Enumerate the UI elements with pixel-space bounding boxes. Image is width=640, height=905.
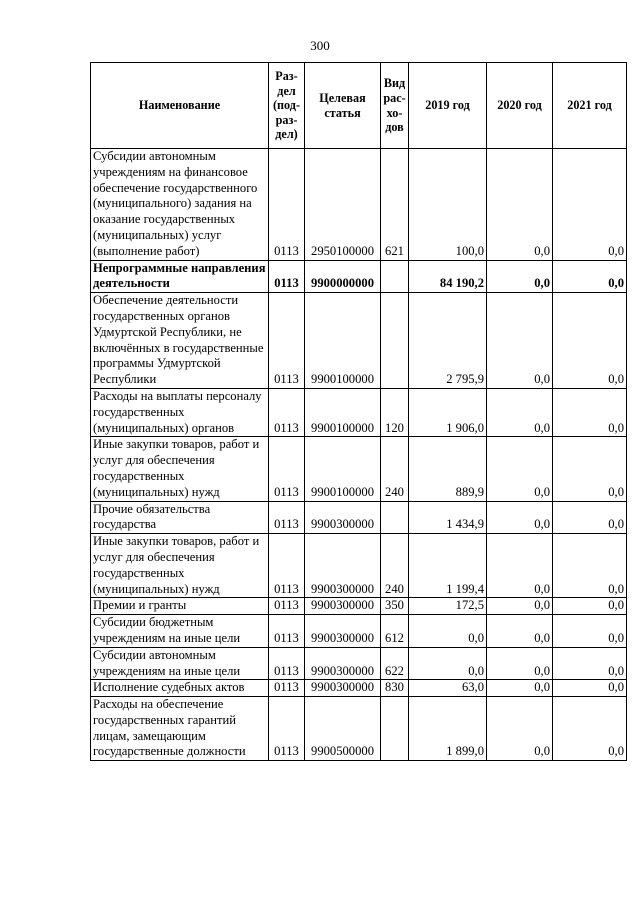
table-row xyxy=(91,260,627,293)
row-value-2021: 0,0 xyxy=(553,388,627,436)
row-value-2021: 0,0 xyxy=(553,697,627,761)
row-razdel: 0113 xyxy=(269,647,305,680)
budget-table xyxy=(90,62,627,761)
row-name: Непрограммные направления деятельности xyxy=(91,260,269,293)
row-name: Премии и гранты xyxy=(91,598,269,615)
row-value-2020: 0,0 xyxy=(487,534,553,598)
row-razdel: 0113 xyxy=(269,598,305,615)
row-value-2019: 1 199,4 xyxy=(409,534,487,598)
row-value-2021: 0,0 xyxy=(553,293,627,389)
row-vid xyxy=(381,293,409,389)
row-name: Прочие обязательства государства xyxy=(91,501,269,534)
row-value-2020: 0,0 xyxy=(487,149,553,261)
table-header-row xyxy=(91,63,627,149)
row-celevaya: 9900100000 xyxy=(305,437,381,501)
row-razdel: 0113 xyxy=(269,260,305,293)
table-row xyxy=(91,534,627,598)
row-vid: 240 xyxy=(381,534,409,598)
header-celevaya: Целевая статья xyxy=(305,63,381,149)
row-celevaya: 9900300000 xyxy=(305,680,381,697)
row-vid: 350 xyxy=(381,598,409,615)
row-name: Субсидии автономным учреждениям на иные цели xyxy=(91,647,269,680)
header-name: Наименование xyxy=(91,63,269,149)
row-value-2019: 0,0 xyxy=(409,647,487,680)
row-value-2021: 0,0 xyxy=(553,647,627,680)
row-razdel: 0113 xyxy=(269,534,305,598)
row-vid xyxy=(381,501,409,534)
row-razdel: 0113 xyxy=(269,437,305,501)
row-name: Субсидии автономным учреждениям на финансовое обеспечение государственного (муниципального) задания на оказание государственных (муниципальных) услуг (выполнение работ) xyxy=(91,149,269,261)
table-row xyxy=(91,598,627,615)
row-vid: 612 xyxy=(381,615,409,648)
row-value-2019: 0,0 xyxy=(409,615,487,648)
row-value-2020: 0,0 xyxy=(487,260,553,293)
row-razdel: 0113 xyxy=(269,615,305,648)
row-celevaya: 9900300000 xyxy=(305,615,381,648)
row-value-2021: 0,0 xyxy=(553,437,627,501)
row-name: Иные закупки товаров, работ и услуг для обеспечения государственных (муниципальных) нужд xyxy=(91,437,269,501)
table-body xyxy=(91,149,627,761)
table-row xyxy=(91,293,627,389)
row-razdel: 0113 xyxy=(269,680,305,697)
row-value-2021: 0,0 xyxy=(553,680,627,697)
row-razdel: 0113 xyxy=(269,293,305,389)
header-2020: 2020 год xyxy=(487,63,553,149)
row-value-2020: 0,0 xyxy=(487,437,553,501)
row-celevaya: 9900000000 xyxy=(305,260,381,293)
row-value-2020: 0,0 xyxy=(487,501,553,534)
row-name: Расходы на выплаты персоналу государственных (муниципальных) органов xyxy=(91,388,269,436)
row-value-2021: 0,0 xyxy=(553,534,627,598)
header-vid: Вид рас- хо- дов xyxy=(381,63,409,149)
row-value-2020: 0,0 xyxy=(487,647,553,680)
row-vid xyxy=(381,697,409,761)
row-name: Исполнение судебных актов xyxy=(91,680,269,697)
table-row xyxy=(91,697,627,761)
row-value-2019: 1 906,0 xyxy=(409,388,487,436)
row-value-2019: 1 899,0 xyxy=(409,697,487,761)
row-value-2020: 0,0 xyxy=(487,615,553,648)
table-row xyxy=(91,437,627,501)
row-value-2021: 0,0 xyxy=(553,598,627,615)
row-vid: 830 xyxy=(381,680,409,697)
header-2019: 2019 год xyxy=(409,63,487,149)
row-value-2019: 100,0 xyxy=(409,149,487,261)
row-value-2019: 1 434,9 xyxy=(409,501,487,534)
row-vid: 120 xyxy=(381,388,409,436)
row-name: Иные закупки товаров, работ и услуг для обеспечения государственных (муниципальных) нужд xyxy=(91,534,269,598)
row-celevaya: 9900300000 xyxy=(305,501,381,534)
row-value-2020: 0,0 xyxy=(487,388,553,436)
table-row xyxy=(91,615,627,648)
row-celevaya: 9900300000 xyxy=(305,534,381,598)
row-celevaya: 9900300000 xyxy=(305,598,381,615)
header-razdel: Раз- дел (под- раз- дел) xyxy=(269,63,305,149)
row-value-2019: 2 795,9 xyxy=(409,293,487,389)
row-value-2019: 889,9 xyxy=(409,437,487,501)
table-row xyxy=(91,149,627,261)
row-value-2020: 0,0 xyxy=(487,598,553,615)
row-value-2021: 0,0 xyxy=(553,260,627,293)
header-2021: 2021 год xyxy=(553,63,627,149)
page-number: 300 xyxy=(310,38,330,53)
row-value-2021: 0,0 xyxy=(553,615,627,648)
row-value-2019: 172,5 xyxy=(409,598,487,615)
table-row xyxy=(91,647,627,680)
row-value-2020: 0,0 xyxy=(487,680,553,697)
row-razdel: 0113 xyxy=(269,149,305,261)
table-row xyxy=(91,680,627,697)
row-celevaya: 9900100000 xyxy=(305,388,381,436)
row-vid: 240 xyxy=(381,437,409,501)
row-name: Расходы на обеспечение государственных гарантий лицам, замещающим государственные должности xyxy=(91,697,269,761)
row-value-2020: 0,0 xyxy=(487,697,553,761)
row-name: Обеспечение деятельности государственных органов Удмуртской Республики, не включённых в государственные программы Удмуртской Республики xyxy=(91,293,269,389)
row-name: Субсидии бюджетным учреждениям на иные цели xyxy=(91,615,269,648)
row-celevaya: 9900100000 xyxy=(305,293,381,389)
row-value-2019: 63,0 xyxy=(409,680,487,697)
table-row xyxy=(91,501,627,534)
row-razdel: 0113 xyxy=(269,388,305,436)
row-value-2021: 0,0 xyxy=(553,149,627,261)
row-celevaya: 9900500000 xyxy=(305,697,381,761)
row-value-2019: 84 190,2 xyxy=(409,260,487,293)
row-value-2020: 0,0 xyxy=(487,293,553,389)
row-celevaya: 2950100000 xyxy=(305,149,381,261)
row-vid: 621 xyxy=(381,149,409,261)
row-celevaya: 9900300000 xyxy=(305,647,381,680)
row-razdel: 0113 xyxy=(269,697,305,761)
table-row xyxy=(91,388,627,436)
row-vid: 622 xyxy=(381,647,409,680)
row-value-2021: 0,0 xyxy=(553,501,627,534)
row-vid xyxy=(381,260,409,293)
row-razdel: 0113 xyxy=(269,501,305,534)
